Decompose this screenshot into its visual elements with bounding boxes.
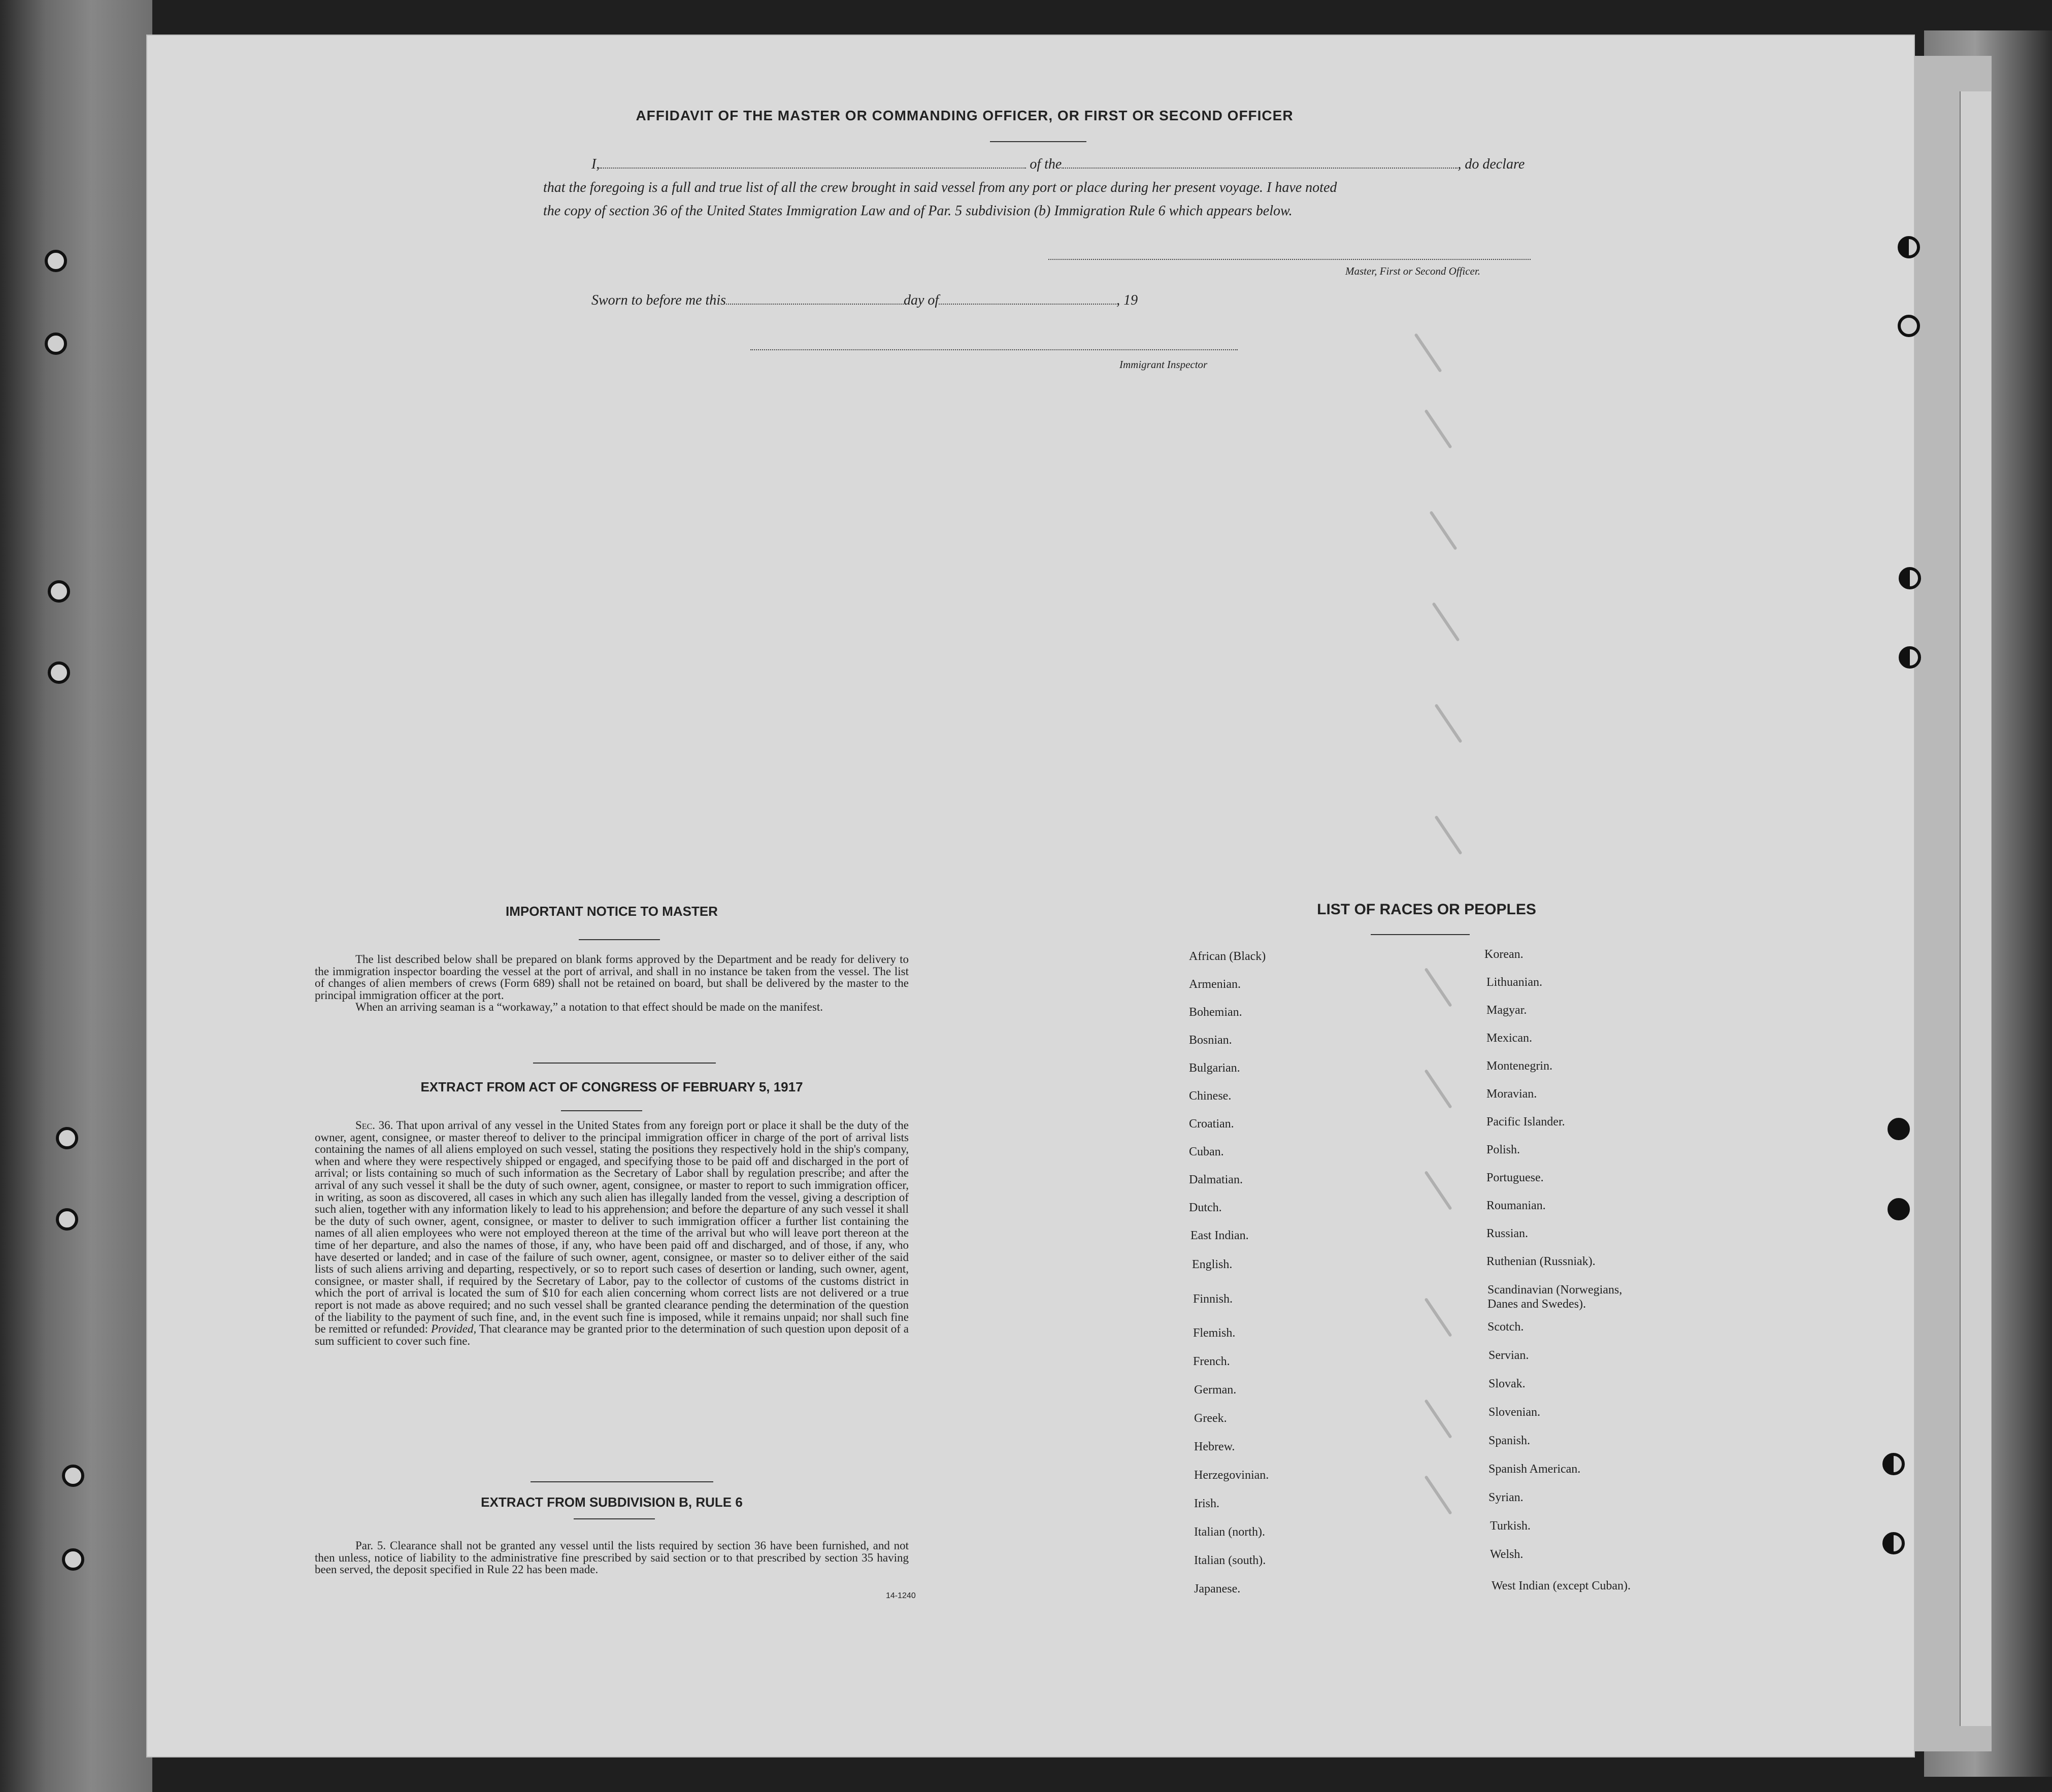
race-item: Spanish.	[1488, 1434, 1531, 1447]
race-item: French.	[1193, 1355, 1230, 1368]
affidavit-line-3: the copy of section 36 of the United States Immigration Law and of Par. 5 subdivision (b) Immigration Rule 6 which appears below.	[543, 203, 1293, 219]
race-item: Pacific Islander.	[1486, 1115, 1565, 1129]
race-item: Bohemian.	[1189, 1006, 1242, 1019]
divider	[1371, 934, 1470, 935]
race-item: Hebrew.	[1194, 1440, 1235, 1453]
binder-hole	[1899, 646, 1921, 669]
divider	[533, 1063, 716, 1064]
binder-hole	[62, 1465, 84, 1487]
race-item: Dalmatian.	[1189, 1173, 1243, 1186]
race-item: Russian.	[1486, 1227, 1529, 1240]
race-item: Montenegrin.	[1486, 1059, 1552, 1073]
race-item: Chinese.	[1189, 1089, 1232, 1103]
sworn-year-label: , 19	[1116, 292, 1138, 308]
form-number: 14-1240	[886, 1591, 916, 1600]
inspector-label: Immigrant Inspector	[1119, 358, 1208, 371]
vessel-blank[interactable]	[1062, 168, 1458, 169]
binder-hole	[48, 580, 70, 603]
affidavit-line-2: that the foregoing is a full and true list of all the crew brought in said vessel from any port or place during her present voyage. I have noted	[543, 180, 1337, 195]
provided-label: Provided,	[431, 1322, 477, 1336]
race-item: Cuban.	[1189, 1145, 1224, 1158]
race-item: German.	[1194, 1383, 1237, 1397]
race-item: Italian (south).	[1194, 1554, 1266, 1567]
binder-hole	[45, 250, 67, 272]
race-item: Ruthenian (Russniak).	[1486, 1255, 1596, 1268]
binder-strip	[0, 0, 152, 1792]
section-36-paragraph	[315, 1119, 909, 1347]
race-item: Armenian.	[1189, 978, 1241, 991]
section-36-text-end: That clearance may be granted prior to the determination of such question upon deposit of a sum sufficient to cover such fine.	[315, 1322, 909, 1347]
race-item: Scandinavian (Norwegians, Danes and Swedes).	[1487, 1283, 1623, 1311]
binder-hole	[1899, 567, 1921, 589]
divider	[579, 939, 660, 940]
race-item: Servian.	[1488, 1349, 1529, 1362]
race-item: Syrian.	[1488, 1491, 1524, 1504]
race-item: Lithuanian.	[1486, 976, 1542, 989]
affidavit-of-label: of the	[1030, 156, 1062, 172]
race-item: Moravian.	[1486, 1087, 1537, 1101]
affidavit-declare-label: , do declare	[1458, 156, 1525, 172]
binder-hole	[56, 1208, 78, 1231]
notice-body	[315, 953, 909, 1013]
section-label: Sec. 36.	[355, 1119, 393, 1132]
race-item: Bosnian.	[1189, 1034, 1232, 1047]
binder-hole	[62, 1548, 84, 1571]
race-item: Korean.	[1484, 948, 1524, 961]
sworn-prefix: Sworn to before me this	[591, 292, 726, 308]
inspector-signature-line[interactable]	[750, 349, 1238, 350]
binder-hole	[1888, 1118, 1910, 1140]
race-item: Scotch.	[1487, 1320, 1524, 1334]
divider	[561, 1110, 642, 1111]
extract-rule-body	[315, 1540, 909, 1576]
extract-rule-title: EXTRACT FROM SUBDIVISION B, RULE 6	[481, 1495, 743, 1510]
race-item: Turkish.	[1490, 1519, 1531, 1533]
race-item: Bulgarian.	[1189, 1061, 1240, 1075]
affidavit-title: AFFIDAVIT OF THE MASTER OR COMMANDING OFFICER, OR FIRST OR SECOND OFFICER	[636, 108, 1294, 123]
back-sheet-edge	[1960, 91, 1991, 1726]
signature-label: Master, First or Second Officer.	[1345, 265, 1480, 277]
binder-hole	[1898, 315, 1920, 337]
race-item: West Indian (except Cuban).	[1492, 1579, 1631, 1592]
binder-hole	[1882, 1453, 1905, 1475]
sworn-day-label: day of	[903, 292, 939, 308]
race-item: African (Black)	[1189, 950, 1266, 963]
binder-hole	[45, 333, 67, 355]
sworn-month-blank[interactable]	[939, 304, 1116, 305]
race-item: Finnish.	[1193, 1292, 1233, 1306]
binder-hole	[1882, 1532, 1905, 1554]
divider	[990, 141, 1086, 142]
race-item: Polish.	[1486, 1143, 1520, 1156]
section-36-text: That upon arrival of any vessel in the United States from any foreign port or place it shall be the duty of the owner, agent, consignee, or master thereof to deliver to the principal immigration officer in charge of the port of arrival lists containing the names of all aliens employed on such vessel, stating the positions they respectively hold in the ship's company, when and where they were respectively shipped or engaged, and specifying those to be paid off and discharged in the port of arrival; or lists containing so much of such information as the Secretary of Labor shall by regulation prescribe; and after the arrival of any such vessel it shall be the duty of such owner, agent, consignee, or master to report to such immigration officer, in writing, as soon as discovered, all cases in which any such alien has illegally landed from the vessel, giving a description of such alien, together with any information likely to lead to his apprehension; and before the departure of any such vessel it shall be the duty of such owner, agent, consignee, or master to deliver to such immigration officer a further list containing the names of all alien employees who were not employed thereon at the time of the arrival but who will leave port thereon at the time of her departure, and also the names of those, if any, who have been paid off and discharged, and of those, if any, who have deserted or landed; and in case of the failure of such owner, agent, consignee, or master so to deliver either of the said lists of such aliens arriving and departing, respectively, or so to report such cases of desertion or landing, such owner, agent, consignee, or master shall, if required by the Secretary of Labor, pay to the collector of customs of the customs district in which the port of arrival is located the sum of $10 for each alien concerning whom correct lists are not delivered or a true report is not made as above required; and no such vessel shall be granted clearance pending the determination of the question of the liability to the payment of such fine, and, in the event such fine is imposed, while it remains unpaid; nor shall such fine be remitted or refunded:	[315, 1119, 909, 1336]
signature-line[interactable]	[1048, 259, 1531, 260]
notice-title: IMPORTANT NOTICE TO MASTER	[506, 904, 718, 919]
races-title: LIST OF RACES OR PEOPLES	[1317, 901, 1536, 918]
divider	[531, 1481, 713, 1482]
race-item: Roumanian.	[1486, 1199, 1546, 1212]
race-item: East Indian.	[1190, 1229, 1249, 1242]
binder-hole	[1898, 236, 1920, 258]
race-item: Flemish.	[1193, 1326, 1236, 1340]
sworn-date-blank[interactable]	[726, 304, 904, 305]
extract-act-title: EXTRACT FROM ACT OF CONGRESS OF FEBRUARY 5, 1917	[420, 1079, 803, 1094]
race-item: Welsh.	[1490, 1548, 1524, 1561]
binder-hole	[48, 661, 70, 684]
race-item: Dutch.	[1189, 1201, 1222, 1214]
race-item: Mexican.	[1486, 1032, 1532, 1045]
race-item: Irish.	[1194, 1497, 1219, 1510]
race-item: Portuguese.	[1486, 1171, 1544, 1184]
race-item: Slovak.	[1488, 1377, 1526, 1390]
notice-paragraph: When an arriving seaman is a “workaway,” a notation to that effect should be made on the manifest.	[355, 1001, 823, 1014]
race-item: Herzegovinian.	[1194, 1469, 1269, 1482]
binder-hole	[1888, 1198, 1910, 1220]
rule-paragraph: Par. 5. Clearance shall not be granted any vessel until the lists required by section 36 have been furnished, and not then unless, notice of liability to the administrative fine prescribed by said section or to that prescribed by section 35 having been served, the deposit specified in Rule 22 has been made.	[315, 1539, 909, 1576]
divider	[574, 1518, 655, 1519]
race-item: Slovenian.	[1488, 1406, 1540, 1419]
affidavit-line-1	[591, 156, 1525, 173]
binder-hole	[56, 1127, 78, 1149]
race-item: English.	[1192, 1258, 1233, 1271]
affidavit-i-label: I,	[591, 156, 600, 172]
race-item: Japanese.	[1194, 1582, 1241, 1596]
notice-paragraph: The list described below shall be prepared on blank forms approved by the Department and be ready for delivery to the immigration inspector boarding the vessel at the port of arrival, and shall in no instance be taken from the vessel. The list of changes of alien members of crews (Form 689) shall not be retained on board, but shall be delivered by the master to the principal immigration officer at the port.	[315, 953, 909, 1002]
sworn-line	[591, 292, 1138, 309]
race-item: Greek.	[1194, 1412, 1227, 1425]
race-item: Spanish American.	[1488, 1463, 1581, 1476]
race-item: Croatian.	[1189, 1117, 1234, 1131]
extract-act-body	[315, 1119, 909, 1347]
name-blank[interactable]	[600, 168, 1026, 169]
race-item: Magyar.	[1486, 1004, 1527, 1017]
race-item: Italian (north).	[1194, 1525, 1265, 1539]
